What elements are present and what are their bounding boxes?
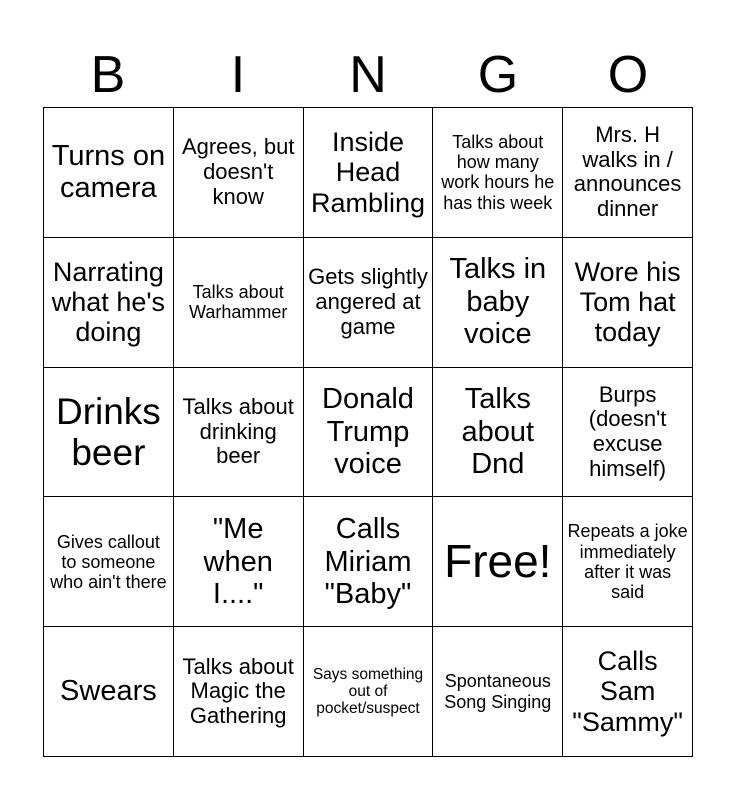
- bingo-cell[interactable]: [433, 368, 563, 498]
- cell-text: Gets slightly angered at game: [308, 264, 428, 339]
- free-space-cell[interactable]: [433, 497, 563, 627]
- bingo-cell[interactable]: [433, 238, 563, 368]
- bingo-cell[interactable]: [304, 627, 434, 757]
- bingo-cell[interactable]: [563, 497, 693, 627]
- bingo-cell[interactable]: [174, 627, 304, 757]
- bingo-cell[interactable]: [44, 368, 174, 498]
- cell-text: Narrating what he's doing: [51, 256, 166, 348]
- bingo-cell[interactable]: [174, 497, 304, 627]
- bingo-cell[interactable]: [563, 627, 693, 757]
- cell-text: Turns on camera: [51, 139, 166, 205]
- header-letter-n: N: [349, 46, 387, 104]
- bingo-cell[interactable]: [433, 108, 563, 238]
- header-letter-o: O: [607, 46, 649, 104]
- cell-text: Swears: [60, 675, 157, 708]
- cell-text: Talks about Magic the Gathering: [182, 653, 294, 728]
- cell-text: Calls Sam "Sammy": [572, 646, 683, 737]
- cell-text: Gives callout to someone who ain't there: [50, 531, 167, 592]
- bingo-cell[interactable]: [44, 238, 174, 368]
- cell-text: Donald Trump voice: [322, 383, 414, 481]
- bingo-cell[interactable]: [563, 238, 693, 368]
- bingo-cell[interactable]: [304, 497, 434, 627]
- cell-text: Free!: [444, 535, 552, 588]
- header-letter-g: G: [477, 46, 519, 104]
- cell-text: Says something out of pocket/suspect: [312, 665, 424, 718]
- header-letter-b: B: [90, 46, 126, 104]
- bingo-header: [43, 42, 693, 108]
- bingo-cell[interactable]: [304, 368, 434, 498]
- cell-text: Wore his Tom hat today: [574, 256, 681, 348]
- cell-text: Talks about Dnd: [461, 383, 535, 481]
- header-letter-i: I: [230, 46, 246, 104]
- cell-text: Agrees, but doesn't know: [181, 134, 295, 209]
- cell-text: Repeats a joke immediately after it was said: [567, 521, 688, 602]
- bingo-cell[interactable]: [433, 627, 563, 757]
- cell-text: "Me when I....": [203, 513, 273, 611]
- cell-text: Burps (doesn't excuse himself): [588, 381, 667, 481]
- bingo-cell[interactable]: [563, 108, 693, 238]
- bingo-cell[interactable]: [44, 108, 174, 238]
- bingo-cell[interactable]: [563, 368, 693, 498]
- bingo-cell[interactable]: [304, 108, 434, 238]
- bingo-cell[interactable]: [44, 627, 174, 757]
- bingo-cell[interactable]: [174, 108, 304, 238]
- cell-text: Inside Head Rambling: [310, 127, 426, 218]
- bingo-cell[interactable]: [174, 368, 304, 498]
- cell-text: Talks about Warhammer: [189, 282, 288, 323]
- cell-text: Talks about how many work hours he has this week: [441, 132, 555, 213]
- cell-text: Spontaneous Song Singing: [444, 671, 552, 712]
- bingo-cell[interactable]: [174, 238, 304, 368]
- cell-text: Drinks beer: [55, 390, 161, 473]
- cell-text: Talks about drinking beer: [182, 394, 294, 469]
- bingo-cell[interactable]: [44, 497, 174, 627]
- cell-text: Calls Miriam "Baby": [324, 513, 412, 611]
- bingo-grid: [43, 107, 693, 757]
- cell-text: Mrs. H walks in / announces dinner: [573, 122, 682, 222]
- bingo-cell[interactable]: [304, 238, 434, 368]
- cell-text: Talks in baby voice: [449, 253, 547, 351]
